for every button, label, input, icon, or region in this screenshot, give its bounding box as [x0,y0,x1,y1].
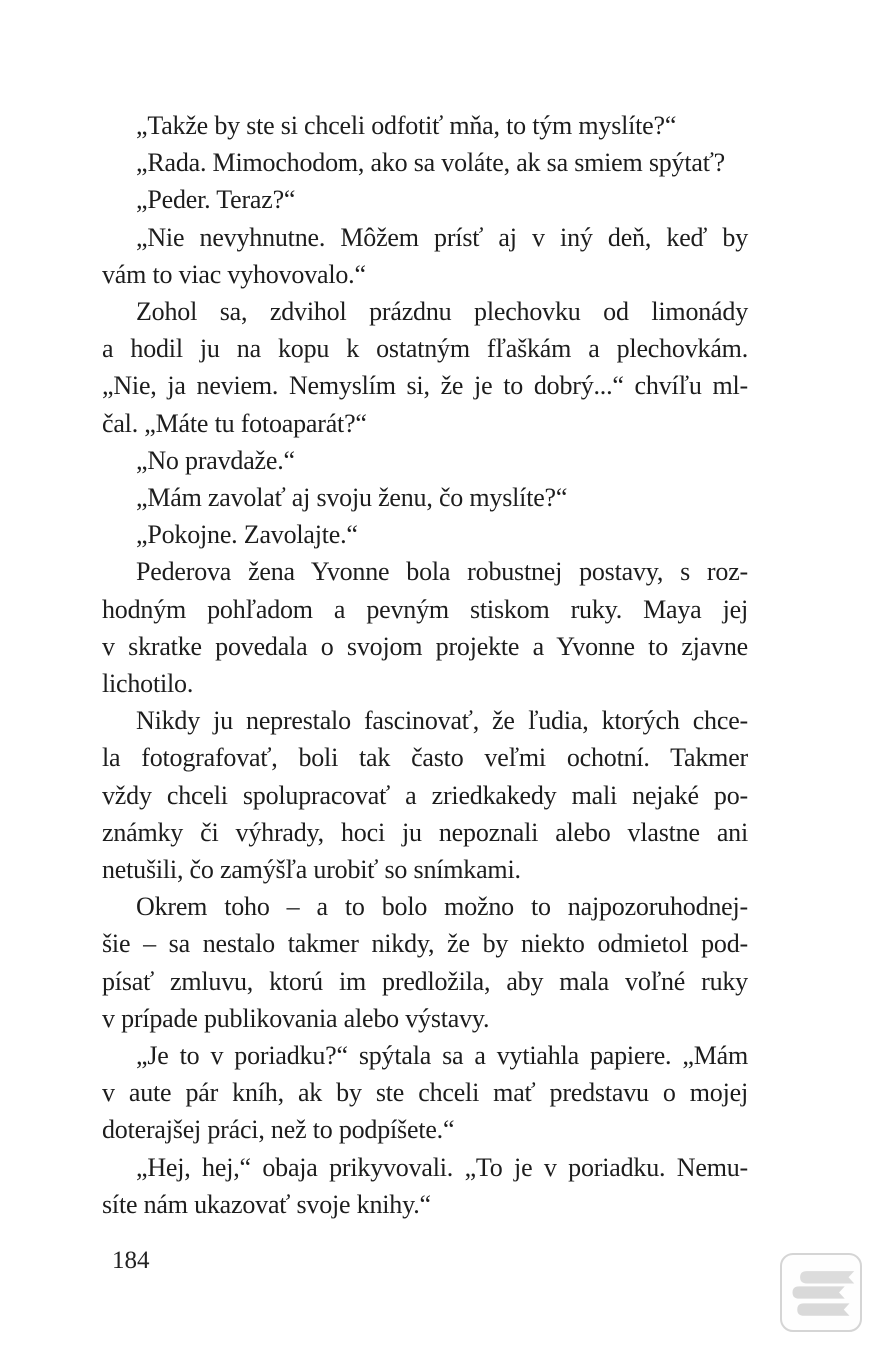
text-line: čal. „Máte tu fotoaparát?“ [102,408,367,438]
paragraph [102,702,748,888]
text-line: vždy chceli spolupracovať a zriedkakedy mali nejaké po- [102,780,748,810]
paragraph [102,181,748,218]
text-line: známky či výhrady, hoci ju nepoznali alebo vlastne ani [102,817,748,847]
text-line: lichotilo. [102,669,194,699]
paragraph [102,219,748,293]
text-line: „Takže by ste si chceli odfotiť mňa, to tým myslíte?“ [136,111,677,140]
text-line: v skratke povedala o svojom projekte a Yvonne to zjavne [102,631,748,661]
paragraph [102,442,748,479]
text-line: „Nie, ja neviem. Nemyslím si, že je to dobrý...“ chvíľu ml- [102,371,748,401]
text-line: „No pravdaže.“ [136,445,295,475]
paragraph [102,1037,748,1149]
books-stack-icon [782,1255,860,1330]
text-line: v prípade publikovania alebo výstavy. [102,1003,490,1033]
text-line: síte nám ukazovať svoje knihy.“ [102,1189,431,1219]
text-line: Pederova žena Yvonne bola robustnej postavy, s roz- [136,557,748,587]
text-line: „Nie nevyhnutne. Môžem prísť aj v iný deň, keď by [136,222,748,252]
text-line: la fotografovať, boli tak často veľmi ochotní. Takmer [102,743,748,773]
text-line: hodným pohľadom a pevným stiskom ruky. Maya jej [102,594,748,624]
page-number: 184 [112,1247,150,1274]
text-line: Okrem toho – a to bolo možno to najpozoruhodnej- [136,892,748,922]
books-stack-logo-badge [780,1253,862,1332]
paragraph [102,516,748,553]
text-line: „Hej, hej,“ obaja prikyvovali. „To je v poriadku. Nemu- [136,1152,748,1182]
text-line: „Rada. Mimochodom, ako sa voláte, ak sa smiem spýtať? [136,148,725,178]
text-line: a hodil ju na kopu k ostatným fľaškám a plechovkám. [102,334,748,364]
paragraph [102,888,748,1037]
text-line: doterajšej práci, než to podpíšete.“ [102,1115,455,1145]
paragraph [102,293,748,442]
text-line: „Peder. Teraz?“ [136,185,296,215]
text-line: vám to viac vyhovovalo.“ [102,259,366,289]
text-block [102,107,748,1223]
paragraph [102,553,748,702]
text-line: v aute pár kníh, ak by ste chceli mať predstavu o mojej [102,1078,748,1108]
paragraph [102,107,748,144]
text-line: „Je to v poriadku?“ spýtala sa a vytiahla papiere. „Mám [136,1041,748,1071]
text-line: Nikdy ju neprestalo fascinovať, že ľudia, ktorých chce- [136,706,748,736]
text-line: šie – sa nestalo takmer nikdy, že by niekto odmietol pod- [102,929,748,959]
text-line: „Mám zavolať aj svoju ženu, čo myslíte?“ [136,483,568,513]
paragraph [102,479,748,516]
text-line: Zohol sa, zdvihol prázdnu plechovku od limonády [136,297,748,327]
text-line: „Pokojne. Zavolajte.“ [136,520,358,550]
text-line: netušili, čo zamýšľa urobiť so snímkami. [102,855,521,885]
paragraph [102,1149,748,1223]
text-line: písať zmluvu, ktorú im predložila, aby mala voľné ruky [102,966,748,996]
paragraph [102,144,748,181]
